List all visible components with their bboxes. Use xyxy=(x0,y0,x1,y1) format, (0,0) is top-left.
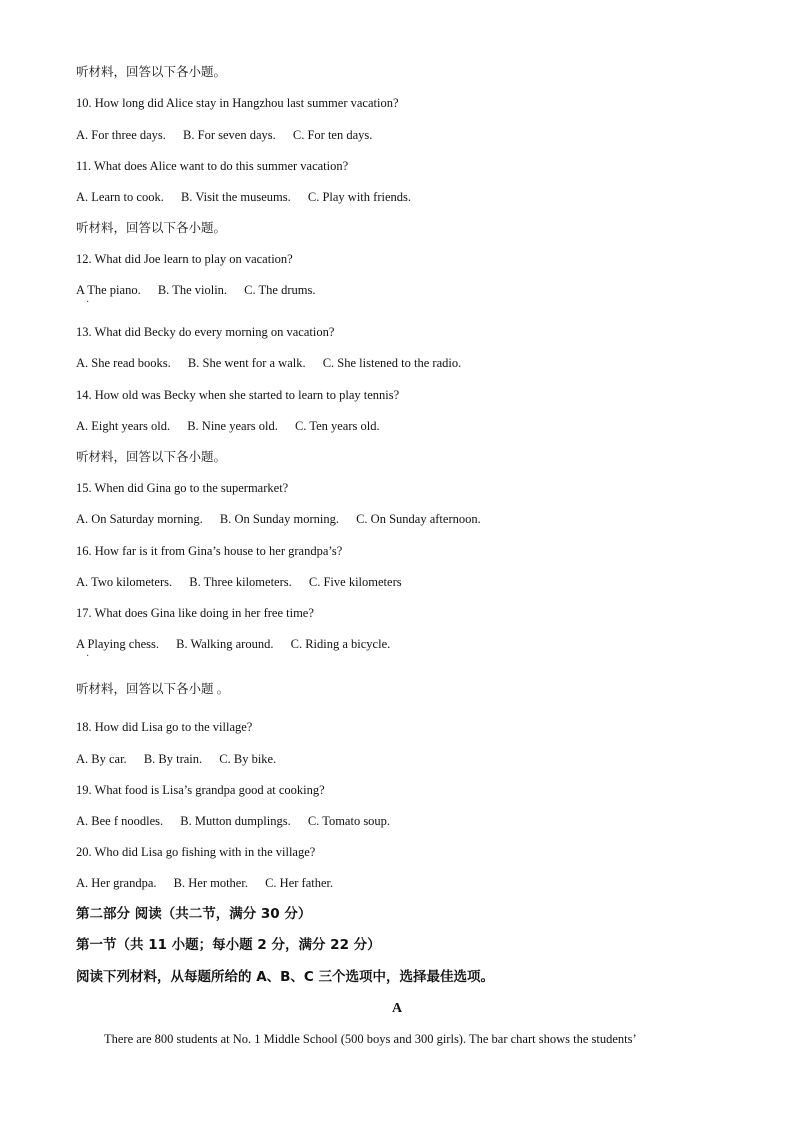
option-b: B. Walking around. xyxy=(176,637,274,651)
option-b: B. By train. xyxy=(143,752,203,766)
option-a: A. Eight years old. xyxy=(76,419,171,433)
option-b: B. Her mother. xyxy=(173,876,248,890)
question-18: 18. How did Lisa go to the village? xyxy=(76,720,253,734)
option-b: B. Three kilometers. xyxy=(189,575,292,589)
listening-instruction: 听材料，回答以下各小题。 xyxy=(76,65,227,79)
option-c: C. On Sunday afternoon. xyxy=(356,512,481,526)
option-c: C. Play with friends. xyxy=(307,190,411,204)
question-12: 12. What did Joe learn to play on vacation? xyxy=(76,252,293,266)
option-c: C. Ten years old. xyxy=(294,419,380,433)
options-10 xyxy=(76,127,386,143)
options-13 xyxy=(76,355,475,371)
subsection-heading: 第一节（共 11 小题；每小题 2 分，满分 22 分） xyxy=(76,937,381,953)
option-b: B. Nine years old. xyxy=(187,419,278,433)
option-c: C. Tomato soup. xyxy=(307,814,391,828)
option-b: B. The violin. xyxy=(157,283,228,297)
option-a: A. Learn to cook. xyxy=(76,190,164,204)
reading-instruction: 阅读下列材料，从每题所给的 A、B、C 三个选项中，选择最佳选项。 xyxy=(76,969,495,985)
question-20: 20. Who did Lisa go fishing with in the village? xyxy=(76,845,316,859)
question-10: 10. How long did Alice stay in Hangzhou last summer vacation? xyxy=(76,96,399,110)
question-19: 19. What food is Lisa’s grandpa good at cooking? xyxy=(76,783,325,797)
option-a: A. For three days. xyxy=(76,128,166,142)
option-a: A. Bee f noodles. xyxy=(76,814,164,828)
option-a: A. By car. xyxy=(76,752,127,766)
question-17: 17. What does Gina like doing in her free time? xyxy=(76,606,314,620)
question-16: 16. How far is it from Gina’s house to her grandpa’s? xyxy=(76,544,343,558)
passage-label: A xyxy=(391,1001,403,1016)
listening-instruction: 听材料，回答以下各小题。 xyxy=(76,450,227,464)
option-b: B. On Sunday morning. xyxy=(219,512,339,526)
options-17 xyxy=(76,636,404,652)
option-a: A. Her grandpa. xyxy=(76,876,157,890)
option-b: B. Visit the museums. xyxy=(180,190,291,204)
question-13: 13. What did Becky do every morning on vacation? xyxy=(76,325,335,339)
option-b: B. Mutton dumplings. xyxy=(180,814,291,828)
option-c: C. The drums. xyxy=(244,283,316,297)
options-19 xyxy=(76,813,404,829)
print-dot: · xyxy=(86,651,90,662)
options-14 xyxy=(76,418,394,434)
option-c: C. Five kilometers xyxy=(308,575,402,589)
question-14: 14. How old was Becky when she started to learn to play tennis? xyxy=(76,388,400,402)
passage-text: There are 800 students at No. 1 Middle School (500 boys and 300 girls). The bar chart shows the students’ xyxy=(104,1032,637,1046)
option-a: A. On Saturday morning. xyxy=(76,512,203,526)
print-dot: · xyxy=(86,297,90,308)
option-a: A The piano. xyxy=(76,283,141,297)
listening-instruction: 听材料，回答以下各小题。 xyxy=(76,221,227,235)
option-b: B. For seven days. xyxy=(183,128,276,142)
option-a: A Playing chess. xyxy=(76,637,159,651)
question-11: 11. What does Alice want to do this summer vacation? xyxy=(76,159,349,173)
listening-instruction: 听材料，回答以下各小题 。 xyxy=(76,682,230,696)
options-12 xyxy=(76,282,329,298)
option-a: A. She read books. xyxy=(76,356,171,370)
options-15 xyxy=(76,511,495,527)
option-a: A. Two kilometers. xyxy=(76,575,173,589)
question-15: 15. When did Gina go to the supermarket? xyxy=(76,481,289,495)
option-c: C. By bike. xyxy=(219,752,277,766)
options-16 xyxy=(76,574,416,590)
options-20 xyxy=(76,875,347,891)
option-c: C. Her father. xyxy=(265,876,334,890)
options-18 xyxy=(76,751,290,767)
option-c: C. Riding a bicycle. xyxy=(290,637,391,651)
section-heading: 第二部分 阅读（共二节，满分 30 分） xyxy=(76,906,312,922)
option-c: C. She listened to the radio. xyxy=(322,356,462,370)
options-11 xyxy=(76,189,425,205)
option-b: B. She went for a walk. xyxy=(187,356,306,370)
option-c: C. For ten days. xyxy=(292,128,373,142)
